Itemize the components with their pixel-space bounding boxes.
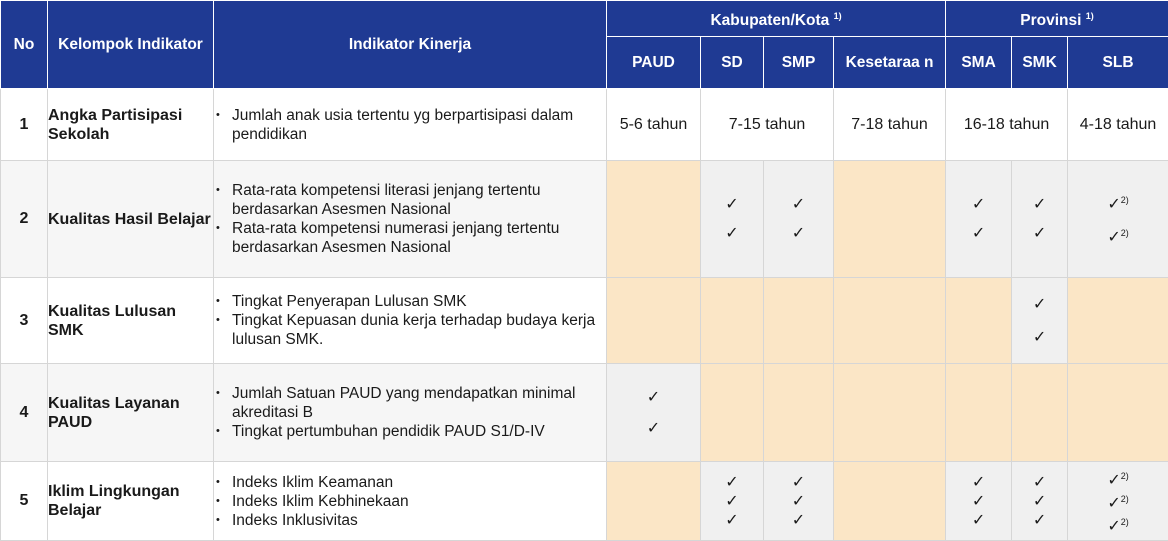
indicator-item: • Rata-rata kompetensi numerasi jenjang tertentu berdasarkan Asesmen Nasional (214, 219, 606, 257)
check-mark-icon: ✓ (946, 195, 1011, 214)
check-cell (764, 161, 834, 278)
age-range-sd-smp: 7-15 tahun (701, 89, 834, 161)
check-mark-icon: ✓ (701, 195, 763, 214)
check-cell (701, 161, 764, 278)
check-mark-icon: ✓ (1107, 518, 1120, 535)
check-mark-icon: ✓ (701, 224, 763, 243)
check-mark-icon: ✓ (1012, 195, 1067, 214)
check-mark-icon: ✓ (946, 224, 1011, 243)
check-mark-icon: ✓ (764, 195, 833, 214)
table-row (1, 462, 1168, 541)
col-smk-header: SMK (1012, 37, 1068, 89)
empty-cell (946, 364, 1012, 462)
col-smp-header: SMP (764, 37, 834, 89)
row-number: 1 (1, 89, 48, 161)
check-cell (607, 364, 701, 462)
footnote-marker: 2) (1121, 195, 1129, 205)
table-row (1, 364, 1168, 462)
empty-cell (1068, 278, 1168, 364)
indicator-item: • Indeks Inklusivitas (214, 511, 606, 530)
age-range-paud: 5-6 tahun (607, 89, 701, 161)
check-cell (1012, 462, 1068, 541)
empty-cell (946, 278, 1012, 364)
col-kesetaraan-header: Kesetaraa n (834, 37, 946, 89)
check-mark-icon: ✓ (701, 511, 763, 530)
indicator-cell (214, 278, 607, 364)
check-mark-icon: ✓ (1012, 224, 1067, 243)
group-name: Kualitas Hasil Belajar (48, 161, 214, 278)
check-cell (946, 161, 1012, 278)
check-mark-icon: ✓ (946, 473, 1011, 492)
footnote-marker: 2) (1121, 517, 1129, 527)
row-number: 3 (1, 278, 48, 364)
col-slb-header: SLB (1068, 37, 1168, 89)
empty-cell (834, 278, 946, 364)
check-mark-icon: ✓ (1107, 229, 1120, 246)
check-cell (946, 462, 1012, 541)
indicator-item: • Jumlah Satuan PAUD yang mendapatkan minimal akreditasi B (214, 384, 606, 422)
check-mark-icon: ✓ (1012, 473, 1067, 492)
col-no-header: No (1, 1, 48, 89)
row-number: 2 (1, 161, 48, 278)
empty-cell (701, 364, 764, 462)
row-number: 5 (1, 462, 48, 541)
col-group-header: Kelompok Indikator (48, 1, 214, 89)
footnote-marker: 2) (1121, 494, 1129, 504)
group-name: Kualitas Lulusan SMK (48, 278, 214, 364)
empty-cell (1068, 364, 1168, 462)
empty-cell (834, 161, 946, 278)
check-mark-icon: ✓ (1012, 492, 1067, 511)
check-mark-icon: ✓ (607, 419, 700, 438)
check-mark-icon: ✓ (764, 492, 833, 511)
provinsi-header (946, 1, 1168, 37)
kabkota-header (607, 1, 946, 37)
check-mark-icon: ✓ (1107, 196, 1120, 213)
indicator-item: • Jumlah anak usia tertentu yg berpartisipasi dalam pendidikan (214, 106, 606, 144)
empty-cell (607, 161, 701, 278)
footnote-marker: 2) (1121, 228, 1129, 238)
check-mark-icon: ✓ (701, 473, 763, 492)
empty-cell (764, 364, 834, 462)
indicator-item: • Tingkat pertumbuhan pendidik PAUD S1/D-IV (214, 422, 606, 441)
check-mark-icon: ✓ (764, 511, 833, 530)
kabkota-label: Kabupaten/Kota (710, 12, 829, 29)
provinsi-note: 1) (1086, 11, 1094, 21)
col-sma-header: SMA (946, 37, 1012, 89)
col-paud-header: PAUD (607, 37, 701, 89)
provinsi-label: Provinsi (1020, 12, 1081, 29)
table-row (1, 161, 1168, 278)
check-mark-icon: ✓ (946, 511, 1011, 530)
age-range-slb: 4-18 tahun (1068, 89, 1168, 161)
table-row (1, 278, 1168, 364)
empty-cell (607, 462, 701, 541)
indicator-cell (214, 89, 607, 161)
check-mark-icon: ✓ (946, 492, 1011, 511)
indicator-cell (214, 462, 607, 541)
check-mark-icon: ✓ (1012, 295, 1067, 314)
table-row (1, 89, 1168, 161)
empty-cell (701, 278, 764, 364)
age-range-sma-smk: 16-18 tahun (946, 89, 1068, 161)
check-mark-icon: ✓ (701, 492, 763, 511)
indicator-item: • Indeks Iklim Keamanan (214, 473, 606, 492)
check-cell (1012, 161, 1068, 278)
group-name: Angka Partisipasi Sekolah (48, 89, 214, 161)
indicator-cell (214, 161, 607, 278)
indicator-cell (214, 364, 607, 462)
indicator-item: • Rata-rata kompetensi literasi jenjang tertentu berdasarkan Asesmen Nasional (214, 181, 606, 219)
check-mark-icon: ✓ (764, 473, 833, 492)
empty-cell (834, 364, 946, 462)
empty-cell (1012, 364, 1068, 462)
col-sd-header: SD (701, 37, 764, 89)
col-indicator-header: Indikator Kinerja (214, 1, 607, 89)
check-mark-icon: ✓ (1012, 328, 1067, 347)
check-mark-icon: ✓ (607, 388, 700, 407)
check-cell (701, 462, 764, 541)
check-mark-icon: ✓ (1107, 495, 1120, 512)
check-mark-icon: ✓ (1107, 472, 1120, 489)
group-name: Iklim Lingkungan Belajar (48, 462, 214, 541)
empty-cell (764, 278, 834, 364)
empty-cell (607, 278, 701, 364)
empty-cell (834, 462, 946, 541)
check-cell (764, 462, 834, 541)
check-cell (1068, 462, 1168, 541)
indicator-item: • Tingkat Penyerapan Lulusan SMK (214, 292, 606, 311)
age-range-kesetaraan: 7-18 tahun (834, 89, 946, 161)
indicator-item: • Indeks Iklim Kebhinekaan (214, 492, 606, 511)
check-mark-icon: ✓ (1012, 511, 1067, 530)
check-cell (1012, 278, 1068, 364)
indicator-item: • Tingkat Kepuasan dunia kerja terhadap budaya kerja lulusan SMK. (214, 311, 606, 349)
footnote-marker: 2) (1121, 471, 1129, 481)
kabkota-note: 1) (834, 11, 842, 21)
check-mark-icon: ✓ (764, 224, 833, 243)
check-cell (1068, 161, 1168, 278)
group-name: Kualitas Layanan PAUD (48, 364, 214, 462)
row-number: 4 (1, 364, 48, 462)
